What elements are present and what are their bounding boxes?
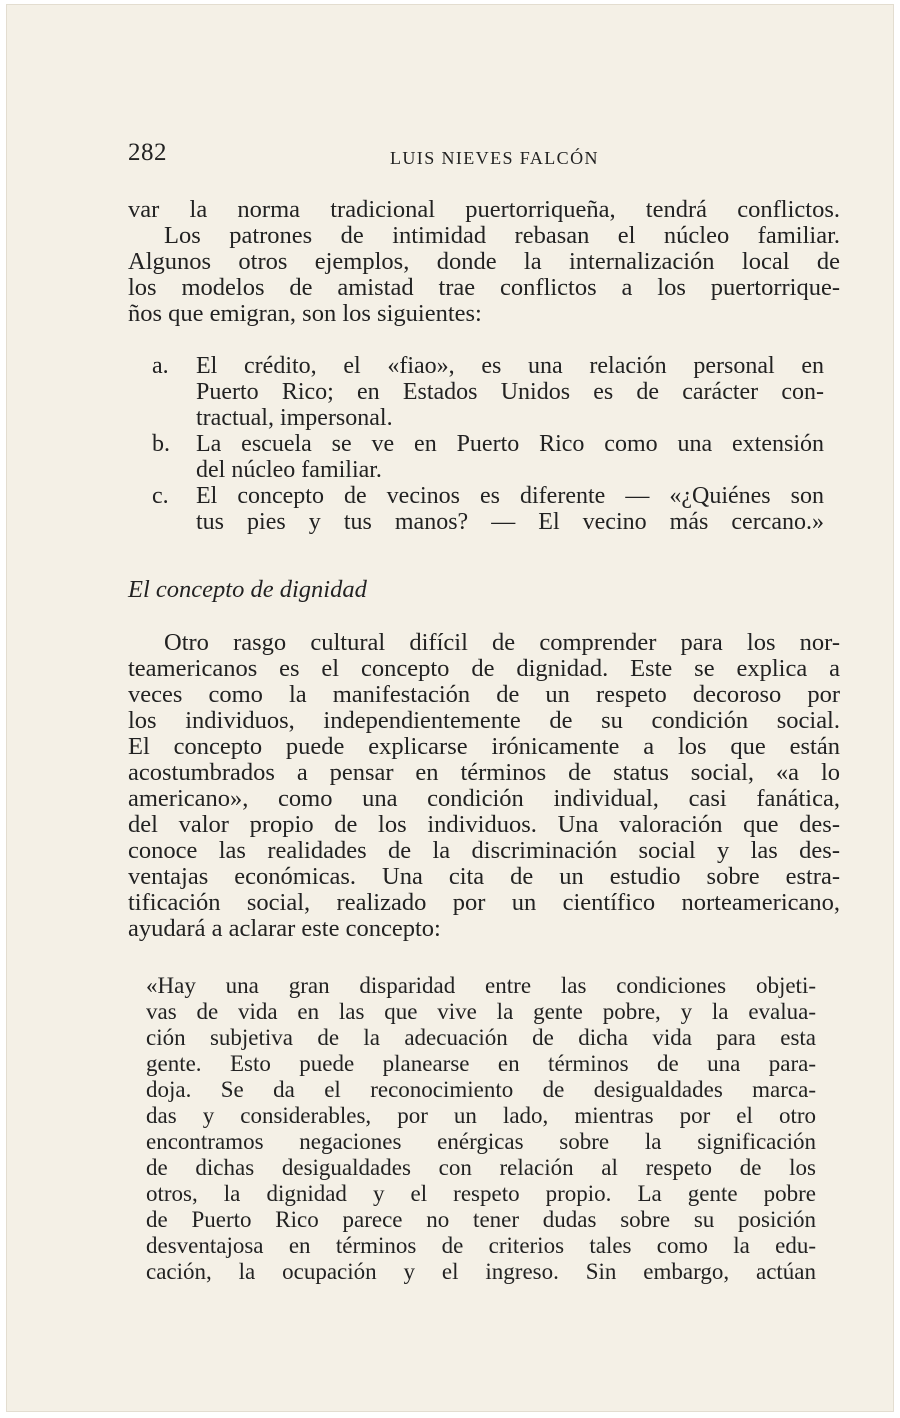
text-line: tificación social, realizado por un científico norteamericano, <box>128 889 840 916</box>
list-item <box>152 432 824 484</box>
text-line: desventajosa en términos de criterios tales como la edu- <box>146 1233 816 1258</box>
examples-list <box>152 354 824 536</box>
text-line: doja. Se da el reconocimiento de desigualdades marca- <box>146 1077 816 1102</box>
text-line: La escuela se ve en Puerto Rico como una extensión <box>196 431 824 457</box>
text-line: Algunos otros ejemplos, donde la internalización local de <box>128 248 840 275</box>
section-heading: El concepto de dignidad <box>128 576 367 603</box>
text-line: Puerto Rico; en Estados Unidos es de carácter con- <box>196 379 824 405</box>
list-marker: b. <box>152 431 170 457</box>
block-quote <box>146 974 816 1286</box>
text-line: «Hay una gran disparidad entre las condiciones objeti- <box>146 973 816 998</box>
text-line: tus pies y tus manos? — El vecino más cercano.» <box>196 509 824 535</box>
text-line: de Puerto Rico parece no tener dudas sobre su posición <box>146 1207 816 1232</box>
text-line: conoce las realidades de la discriminación social y las des- <box>128 837 840 864</box>
text-line: El concepto de vecinos es diferente — «¿Quiénes son <box>196 483 824 509</box>
list-marker: a. <box>152 353 169 379</box>
text-line: teamericanos es el concepto de dignidad. Este se explica a <box>128 655 840 682</box>
body-paragraph <box>128 630 840 942</box>
text-line: Otro rasgo cultural difícil de comprender para los nor- <box>164 629 840 656</box>
text-line: ños que emigran, son los siguientes: <box>128 300 482 327</box>
list-item <box>152 484 824 536</box>
text-line: de dichas desigualdades con relación al respeto de los <box>146 1155 816 1180</box>
book-page <box>6 4 894 1412</box>
text-line: ción subjetiva de la adecuación de dicha vida para esta <box>146 1025 816 1050</box>
text-line: otros, la dignidad y el respeto propio. La gente pobre <box>146 1181 816 1206</box>
running-head: LUIS NIEVES FALCÓN <box>390 148 599 168</box>
text-line: encontramos negaciones enérgicas sobre la significación <box>146 1129 816 1154</box>
text-line: cación, la ocupación y el ingreso. Sin embargo, actúan <box>146 1259 816 1284</box>
text-line: var la norma tradicional puertorriqueña, tendrá conflictos. <box>128 196 840 223</box>
text-line: vas de vida en las que vive la gente pobre, y la evalua- <box>146 999 816 1024</box>
text-line: los individuos, independientemente de su condición social. <box>128 707 840 734</box>
text-line: tractual, impersonal. <box>196 405 393 431</box>
text-line: ayudará a aclarar este concepto: <box>128 915 441 942</box>
text-line: veces como la manifestación de un respeto decoroso por <box>128 681 840 708</box>
text-line: das y considerables, por un lado, mientras por el otro <box>146 1103 816 1128</box>
text-line: El concepto puede explicarse irónicamente a los que están <box>128 733 840 760</box>
text-line: acostumbrados a pensar en términos de status social, «a lo <box>128 759 840 786</box>
list-item <box>152 354 824 432</box>
text-line: los modelos de amistad trae conflictos a los puertorrique- <box>128 274 840 301</box>
intro-paragraph <box>128 197 840 327</box>
page-number: 282 <box>128 139 167 166</box>
text-line: americano», como una condición individual, casi fanática, <box>128 785 840 812</box>
text-line: del núcleo familiar. <box>196 457 382 483</box>
text-line: del valor propio de los individuos. Una valoración que des- <box>128 811 840 838</box>
text-line: gente. Esto puede planearse en términos de una para- <box>146 1051 816 1076</box>
text-line: Los patrones de intimidad rebasan el núcleo familiar. <box>164 222 840 249</box>
list-marker: c. <box>152 483 169 509</box>
text-line: ventajas económicas. Una cita de un estudio sobre estra- <box>128 863 840 890</box>
text-line: El crédito, el «fiao», es una relación personal en <box>196 353 824 379</box>
